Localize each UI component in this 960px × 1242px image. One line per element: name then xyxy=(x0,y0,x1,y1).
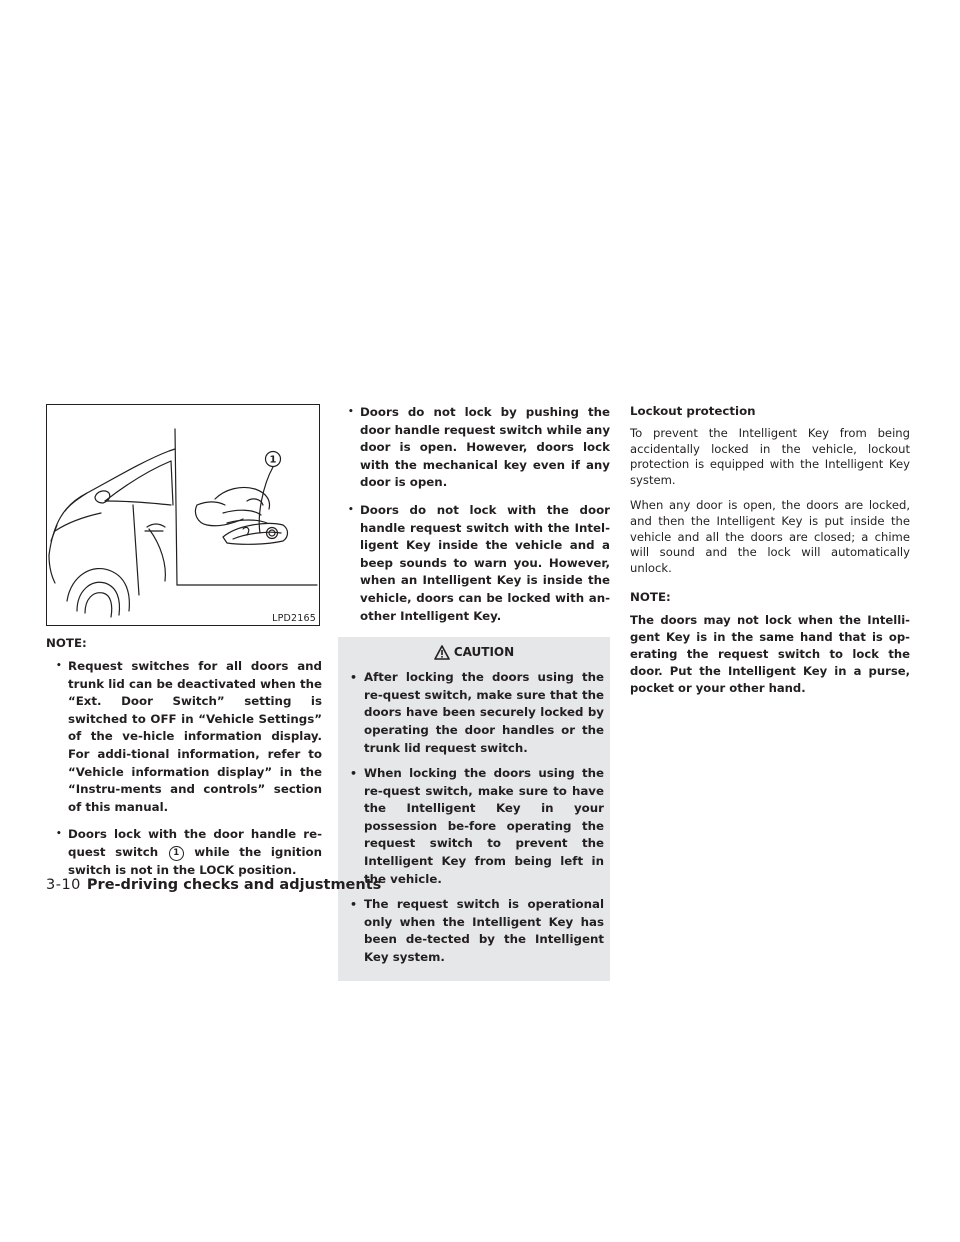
figure-label: LPD2165 xyxy=(272,613,316,624)
page-footer xyxy=(46,877,381,893)
column-3 xyxy=(630,404,910,707)
note-heading: NOTE: xyxy=(46,636,87,650)
warning-triangle-icon xyxy=(434,645,450,660)
caution-heading xyxy=(342,643,606,661)
paragraph: When any door is open, the doors are locked, and then the Intelligent Key is put inside the vehicle and all the doors are closed; a chime will sound and the lock will automatically unlock. xyxy=(630,498,910,575)
callout-1-icon: 1 xyxy=(169,846,184,861)
caution-item: • When locking the doors using the re-quest switch, make sure to have the Intelligent Key in your possession be-fore operating the request switch to prevent the Intelligent Key from being left in the vehicle. xyxy=(342,765,606,888)
door-handle-illustration xyxy=(46,404,320,626)
caution-box xyxy=(338,637,610,981)
section-title: Pre-driving checks and adjustments xyxy=(86,877,382,893)
caution-item: • The request switch is operational only when the Intelligent Key has been de-tected by the Intelligent Key system. xyxy=(342,896,606,966)
note-list-continued xyxy=(338,404,610,625)
list-item: • Request switches for all doors and trunk lid can be deactivated when the “Ext. Door Switch” setting is switched to OFF in “Vehicle Settings” of the ve-hicle information display. For addi-tional information, refer to “Vehicle information display” in the “Instru-ments and controls” section of this manual. xyxy=(46,658,322,816)
car-door-drawing xyxy=(47,405,319,625)
note-heading: NOTE: xyxy=(630,590,671,605)
list-item xyxy=(46,826,322,879)
section-heading: Lockout protection xyxy=(630,404,756,418)
column-1 xyxy=(46,404,322,889)
figure-callout-1: 1 xyxy=(269,454,277,466)
note-paragraph: The doors may not lock when the Intelli-gent Key is in the same hand that is op-erating the request switch to lock the door. Put the Intelligent Key in a purse, pocket or your other hand. xyxy=(630,613,910,696)
list-item-text: while the ignition switch is not in the LOCK position. xyxy=(68,844,322,877)
column-2 xyxy=(338,404,610,981)
caution-title: CAUTION xyxy=(453,645,515,660)
list-item: • Doors do not lock with the door handle request switch with the Intel-ligent Key inside the vehicle and a beep sounds to warn you. However, when an Intelligent Key is inside the vehicle, doors can be locked with an-other Intelligent Key. xyxy=(338,502,610,625)
paragraph: To prevent the Intelligent Key from being accidentally locked in the vehicle, lockout protection is equipped with the Intelligent Key system. xyxy=(630,426,910,487)
page-number: 3-10 xyxy=(46,877,81,893)
list-item: • Doors do not lock by pushing the door handle request switch while any door is open. However, doors lock with the mechanical key even if any door is open. xyxy=(338,404,610,492)
list-item-text: Doors lock with the door handle re-quest switch xyxy=(68,827,322,859)
note-list xyxy=(46,658,322,879)
caution-item: • After locking the doors using the re-quest switch, make sure that the doors have been securely locked by operating the door handles or the trunk lid request switch. xyxy=(342,669,606,757)
caution-list xyxy=(342,669,606,967)
